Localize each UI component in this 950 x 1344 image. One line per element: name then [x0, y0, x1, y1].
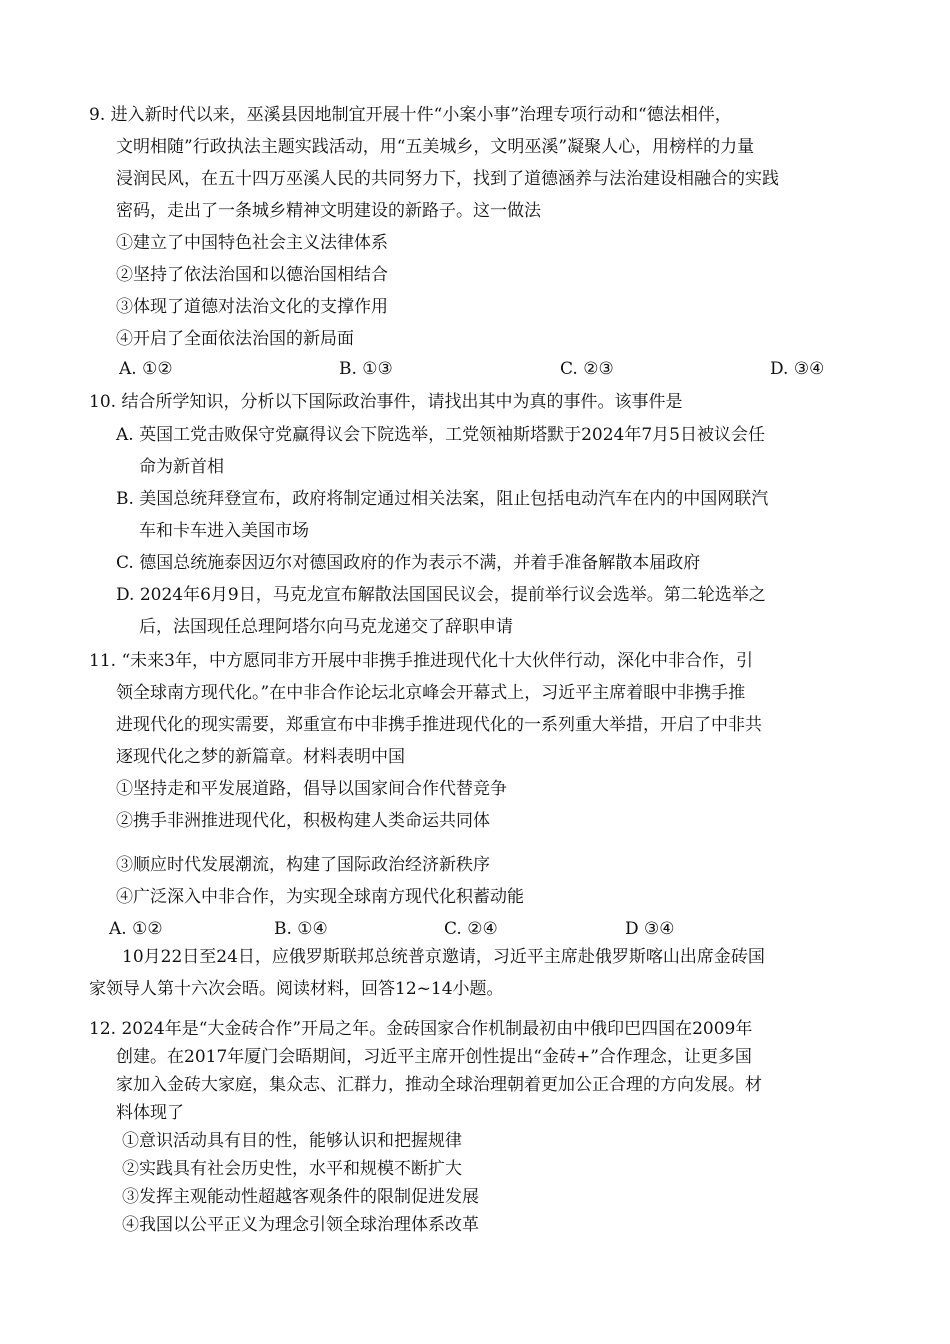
q9-item: ④开启了全面依法治国的新局面 — [116, 329, 354, 349]
q9-choice-c: C. ②③ — [560, 359, 614, 379]
q10-stem: 10. 结合所学知识，分析以下国际政治事件，请找出其中为真的事件。该事件是 — [89, 392, 683, 412]
q11-item: ①坚持走和平发展道路，倡导以国家间合作代替竞争 — [116, 779, 507, 799]
q11-choice-c: C. ②④ — [444, 919, 498, 939]
q11-item: ④广泛深入中非合作，为实现全球南方现代化积蓄动能 — [116, 887, 524, 907]
q9-stem-line: 文明相随”行政执法主题实践活动，用“五美城乡，文明巫溪”凝聚人心，用榜样的力量 — [116, 137, 755, 157]
q12-stem-line: 家加入金砖大家庭，集众志、汇群力，推动全球治理朝着更加公正合理的方向发展。材 — [116, 1075, 762, 1095]
q11-item: ②携手非洲推进现代化，积极构建人类命运共同体 — [116, 811, 490, 831]
material-intro-line: 10月22日至24日，应俄罗斯联邦总统普京邀请，习近平主席赴俄罗斯喀山出席金砖国 — [122, 947, 765, 967]
q11-stem-line: 逐现代化之梦的新篇章。材料表明中国 — [116, 747, 405, 767]
q11-stem-line: 进现代化的现实需要，郑重宣布中非携手推进现代化的一系列重大举措，开启了中非共 — [116, 715, 762, 735]
q11-stem-line: 11. “未来3年，中方愿同非方开展中非携手推进现代化十大伙伴行动，深化中非合作，引 — [89, 651, 753, 671]
q11-choice-b: B. ①④ — [274, 919, 328, 939]
q9-choice-b: B. ①③ — [339, 359, 393, 379]
q9-stem-line: 9. 进入新时代以来，巫溪县因地制宜开展十件“小案小事”治理专项行动和“德法相伴， — [89, 105, 732, 125]
q11-stem-line: 领全球南方现代化。”在中非合作论坛北京峰会开幕式上，习近平主席着眼中非携手推 — [116, 683, 746, 703]
q12-stem-line: 创建。在2017年厦门会晤期间，习近平主席开创性提出“金砖+”合作理念，让更多国 — [116, 1047, 752, 1067]
q11-choice-d: D ③④ — [625, 919, 675, 939]
q11-choice-a: A. ①② — [109, 919, 163, 939]
q12-stem-line: 料体现了 — [116, 1103, 184, 1123]
q12-item: ①意识活动具有目的性，能够认识和把握规律 — [122, 1131, 462, 1151]
q9-item: ③体现了道德对法治文化的支撑作用 — [116, 297, 388, 317]
q10-option-a-cont: 命为新首相 — [139, 457, 224, 477]
q10-option-b: B. 美国总统拜登宣布，政府将制定通过相关法案，阻止包括电动汽车在内的中国网联汽 — [116, 489, 769, 509]
q10-option-c: C. 德国总统施泰因迈尔对德国政府的作为表示不满，并着手准备解散本届政府 — [116, 553, 701, 573]
q10-option-a: A. 英国工党击败保守党赢得议会下院选举，工党领袖斯塔默于2024年7月5日被议会任 — [116, 425, 765, 445]
q10-option-d-cont: 后，法国现任总理阿塔尔向马克龙递交了辞职申请 — [139, 617, 513, 637]
q9-stem-line: 密码，走出了一条城乡精神文明建设的新路子。这一做法 — [116, 201, 541, 221]
q9-choice-a: A. ①② — [119, 359, 173, 379]
q12-item: ②实践具有社会历史性，水平和规模不断扩大 — [122, 1159, 462, 1179]
q9-choice-d: D. ③④ — [770, 359, 825, 379]
q9-stem-line: 浸润民风，在五十四万巫溪人民的共同努力下，找到了道德涵养与法治建设相融合的实践 — [116, 169, 779, 189]
q10-option-d: D. 2024年6月9日，马克龙宣布解散法国国民议会，提前举行议会选举。第二轮选举之 — [116, 585, 766, 605]
q9-item: ②坚持了依法治国和以德治国相结合 — [116, 265, 388, 285]
q12-stem-line: 12. 2024年是“大金砖合作”开局之年。金砖国家合作机制最初由中俄印巴四国在2009年 — [89, 1019, 753, 1039]
q12-item: ③发挥主观能动性超越客观条件的限制促进发展 — [122, 1187, 479, 1207]
q12-item: ④我国以公平正义为理念引领全球治理体系改革 — [122, 1215, 479, 1235]
q10-option-b-cont: 车和卡车进入美国市场 — [139, 521, 309, 541]
material-intro-line: 家领导人第十六次会晤。阅读材料，回答12~14小题。 — [89, 979, 504, 999]
q9-item: ①建立了中国特色社会主义法律体系 — [116, 233, 388, 253]
q11-item: ③顺应时代发展潮流，构建了国际政治经济新秩序 — [116, 855, 490, 875]
